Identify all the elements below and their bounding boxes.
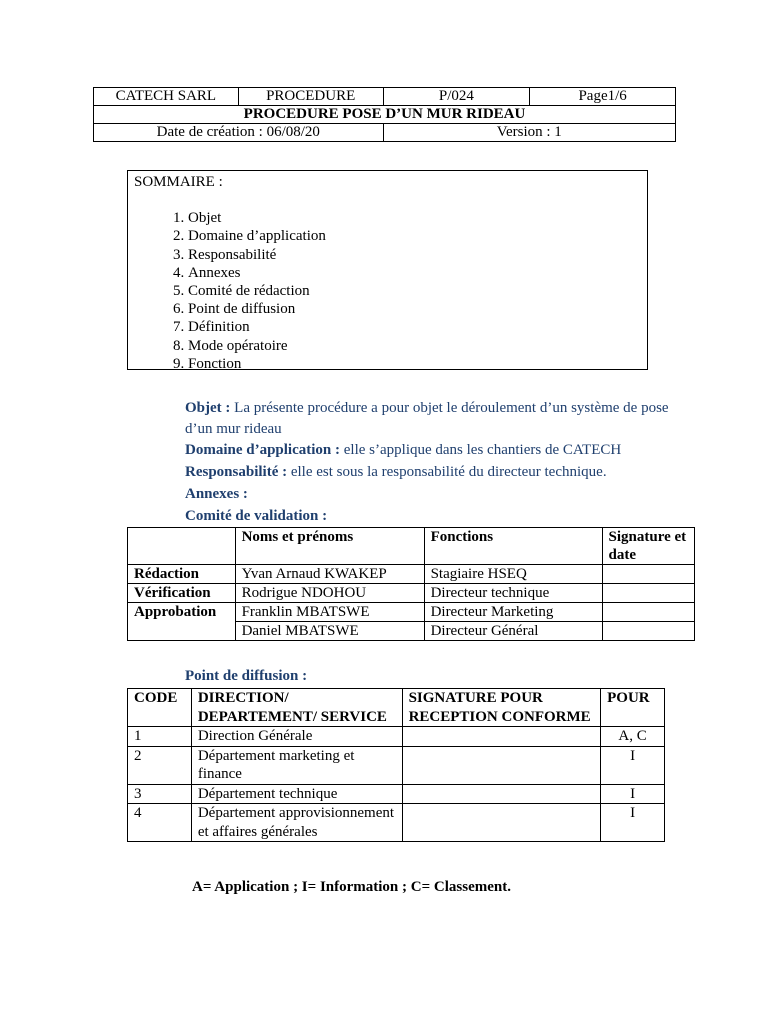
- responsabilite-label: Responsabilité :: [185, 464, 288, 480]
- table-cell: I: [601, 746, 665, 784]
- sommaire-item: 5. Comité de rédaction: [188, 282, 641, 300]
- table-cell: [602, 584, 695, 603]
- table-cell: [402, 804, 601, 842]
- annexes-label: Annexes :: [185, 486, 248, 502]
- table-row: [128, 746, 665, 784]
- table-cell: Direction Générale: [191, 727, 402, 747]
- sommaire-list: [134, 209, 641, 373]
- table-cell: Directeur technique: [424, 584, 602, 603]
- header-cell: POUR: [601, 689, 665, 727]
- table-cell: [602, 622, 695, 641]
- table-row: [128, 603, 695, 622]
- table-row: [128, 528, 695, 565]
- domaine-text: elle s’applique dans les chantiers de CATECH: [340, 442, 622, 458]
- table-row: [128, 784, 665, 804]
- sommaire-item: 1. Objet: [188, 209, 641, 227]
- header-cell: Signature et date: [602, 528, 695, 565]
- header-table: [93, 87, 676, 142]
- objet-text: La présente procédure a pour objet le déroulement d’un système de pose d’un mur rideau: [185, 400, 669, 437]
- header-cell: DIRECTION/ DEPARTEMENT/ SERVICE: [191, 689, 402, 727]
- company-cell: CATECH SARL: [94, 88, 239, 106]
- table-row: [128, 689, 665, 727]
- objet-label: Objet :: [185, 400, 231, 416]
- table-cell: Département approvisionnement et affaires générales: [191, 804, 402, 842]
- table-cell: [402, 784, 601, 804]
- responsabilite-text: elle est sous la responsabilité du directeur technique.: [287, 464, 607, 480]
- table-cell: Département technique: [191, 784, 402, 804]
- table-row: [128, 804, 665, 842]
- sommaire-item: 2. Domaine d’application: [188, 227, 641, 245]
- comite-label: Comité de validation :: [185, 508, 328, 524]
- table-row: [128, 727, 665, 747]
- validation-table: [127, 527, 695, 641]
- table-cell: 1: [128, 727, 192, 747]
- sommaire-box: [127, 170, 648, 370]
- creation-date: Date de création : 06/08/20: [94, 124, 384, 142]
- table-cell: Stagiaire HSEQ: [424, 565, 602, 584]
- table-cell: I: [601, 784, 665, 804]
- doc-type-cell: PROCEDURE: [238, 88, 383, 106]
- table-cell: [602, 603, 695, 622]
- table-cell: Rédaction: [128, 565, 236, 584]
- table-cell: Département marketing et finance: [191, 746, 402, 784]
- header-cell: CODE: [128, 689, 192, 727]
- page-cell: Page1/6: [530, 88, 676, 106]
- table-cell: [402, 746, 601, 784]
- sommaire-item: 9. Fonction: [188, 355, 641, 373]
- table-cell: [402, 727, 601, 747]
- domaine-label: Domaine d’application :: [185, 442, 341, 458]
- sommaire-item: 8. Mode opératoire: [188, 337, 641, 355]
- table-cell: Directeur Général: [424, 622, 602, 641]
- diffusion-legend: A= Application ; I= Information ; C= Classement.: [192, 879, 511, 895]
- header-cell: [128, 528, 236, 565]
- domaine-section: [185, 440, 621, 461]
- table-cell: 4: [128, 804, 192, 842]
- objet-section: [185, 398, 685, 440]
- table-cell: I: [601, 804, 665, 842]
- header-cell: Noms et prénoms: [235, 528, 424, 565]
- sommaire-item: 4. Annexes: [188, 264, 641, 282]
- sommaire-title: SOMMAIRE :: [134, 174, 223, 190]
- diffusion-table: [127, 688, 665, 842]
- table-cell: A, C: [601, 727, 665, 747]
- table-cell: Daniel MBATSWE: [235, 622, 424, 641]
- sommaire-item: 6. Point de diffusion: [188, 300, 641, 318]
- header-cell: Fonctions: [424, 528, 602, 565]
- table-cell: Yvan Arnaud KWAKEP: [235, 565, 424, 584]
- table-cell: Rodrigue NDOHOU: [235, 584, 424, 603]
- table-row: [128, 565, 695, 584]
- table-row: [128, 584, 695, 603]
- doc-title: PROCEDURE POSE D’UN MUR RIDEAU: [94, 106, 676, 124]
- table-cell: Vérification: [128, 584, 236, 603]
- sommaire-item: 7. Définition: [188, 318, 641, 336]
- diffusion-title: Point de diffusion :: [185, 668, 308, 684]
- table-cell: 2: [128, 746, 192, 784]
- table-cell: Approbation: [128, 603, 236, 641]
- responsabilite-section: [185, 462, 607, 483]
- table-cell: 3: [128, 784, 192, 804]
- table-cell: Franklin MBATSWE: [235, 603, 424, 622]
- table-cell: Directeur Marketing: [424, 603, 602, 622]
- table-cell: [602, 565, 695, 584]
- version: Version : 1: [383, 124, 675, 142]
- ref-cell: P/024: [383, 88, 530, 106]
- sommaire-item: 3. Responsabilité: [188, 246, 641, 264]
- header-cell: SIGNATURE POUR RECEPTION CONFORME: [402, 689, 601, 727]
